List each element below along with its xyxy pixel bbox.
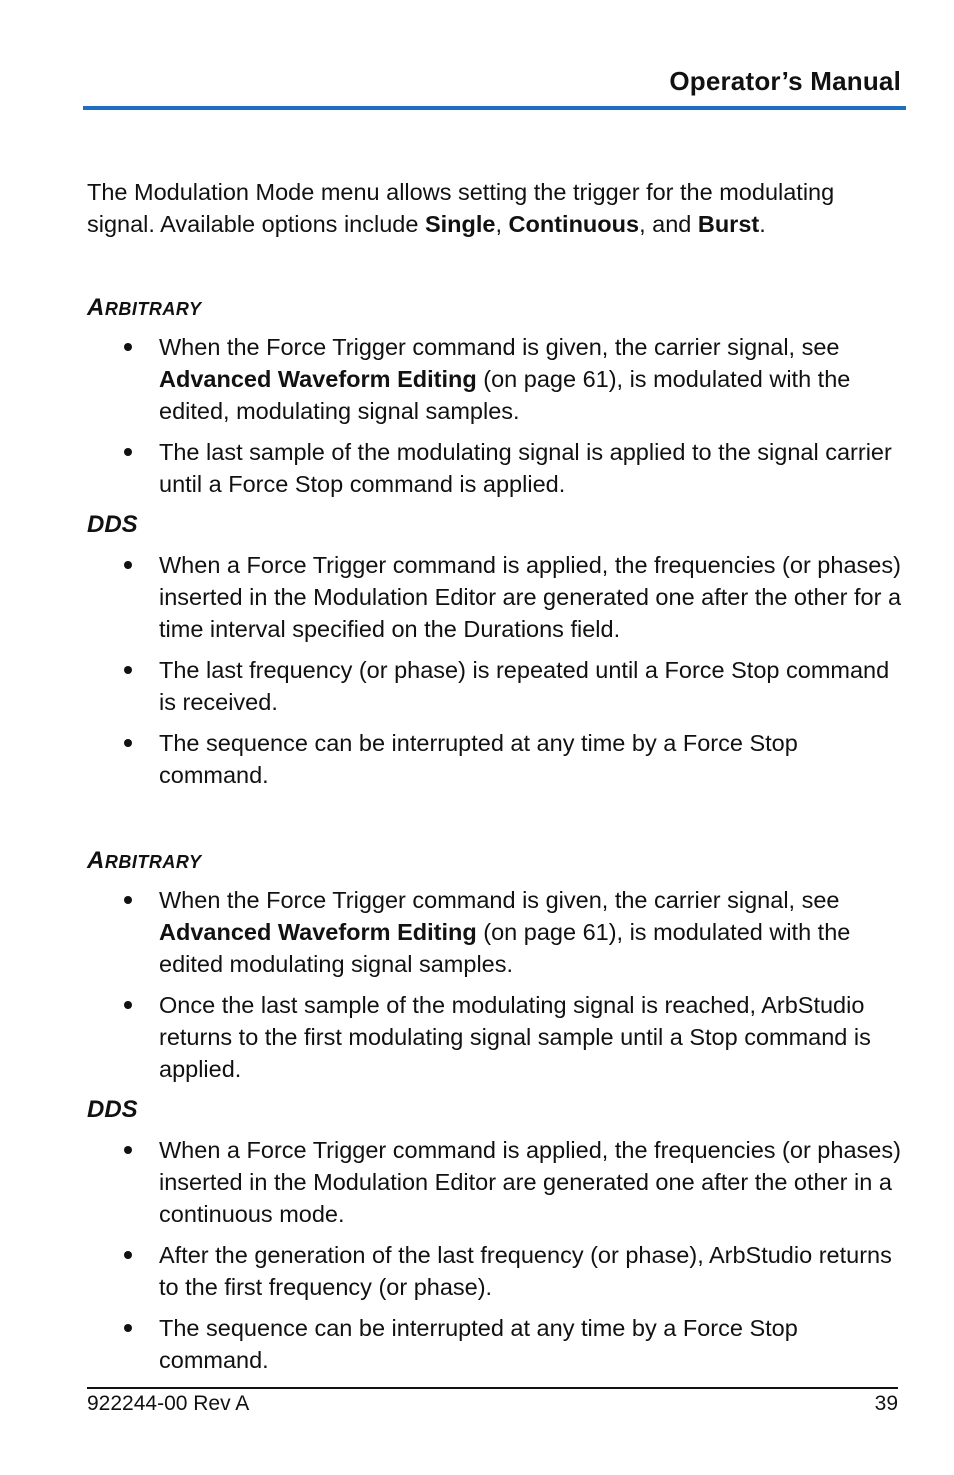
list-item: When a Force Trigger command is applied, the frequencies (or phases) inserted in the Modulation Editor are generated one after the other for a time interval specified on the Durations field. (159, 549, 904, 645)
footer-page-number: 39 (874, 1392, 898, 1415)
list-item: When the Force Trigger command is given, the carrier signal, see Advanced Waveform Editing (on page 61), is modulated with the edited modulating signal samples. (159, 884, 904, 980)
heading-initial: A (87, 847, 105, 874)
dds-bullet-list (159, 1134, 904, 1385)
intro-end: . (759, 211, 766, 237)
link-advanced-waveform-editing: Advanced Waveform Editing (159, 366, 477, 392)
arbitrary-bullet-list (159, 331, 904, 509)
list-item: The last sample of the modulating signal is applied to the signal carrier until a Force Stop command is applied. (159, 436, 904, 500)
list-item: The sequence can be interrupted at any time by a Force Stop command. (159, 727, 904, 791)
section-heading-arbitrary (87, 847, 202, 875)
list-item: Once the last sample of the modulating signal is reached, ArbStudio returns to the first modulating signal sample until a Stop command is applied. (159, 989, 904, 1085)
page-header-title: Operator’s Manual (669, 66, 901, 96)
section-heading-arbitrary (87, 294, 202, 322)
heading-initial: A (87, 294, 105, 321)
heading-rest: RBITRARY (104, 299, 202, 319)
section-heading-dds: DDS (87, 1096, 138, 1123)
option-burst: Burst (697, 211, 760, 237)
intro-sep: , and (639, 211, 698, 237)
list-item: When the Force Trigger command is given, the carrier signal, see Advanced Waveform Editing (on page 61), is modulated with the edited, modulating signal samples. (159, 331, 904, 427)
intro-text: The Modulation Mode menu allows setting the trigger for the modulating signal. Available options include (87, 179, 835, 237)
option-single: Single (424, 211, 496, 237)
intro-paragraph (87, 176, 897, 240)
list-item: After the generation of the last frequency (or phase), ArbStudio returns to the first frequency (or phase). (159, 1239, 904, 1303)
list-item: The sequence can be interrupted at any time by a Force Stop command. (159, 1312, 904, 1376)
header-rule (83, 106, 906, 110)
option-continuous: Continuous (508, 211, 640, 237)
dds-bullet-list (159, 549, 904, 800)
intro-sep: , (495, 211, 509, 237)
heading-rest: RBITRARY (104, 852, 202, 872)
list-item: The last frequency (or phase) is repeated until a Force Stop command is received. (159, 654, 904, 718)
link-advanced-waveform-editing: Advanced Waveform Editing (159, 919, 477, 945)
footer-doc-number: 922244-00 Rev A (87, 1392, 250, 1415)
list-item: When a Force Trigger command is applied, the frequencies (or phases) inserted in the Modulation Editor are generated one after the other in a continuous mode. (159, 1134, 904, 1230)
arbitrary-bullet-list (159, 884, 904, 1094)
section-heading-dds: DDS (87, 511, 138, 538)
footer-rule (87, 1387, 898, 1389)
